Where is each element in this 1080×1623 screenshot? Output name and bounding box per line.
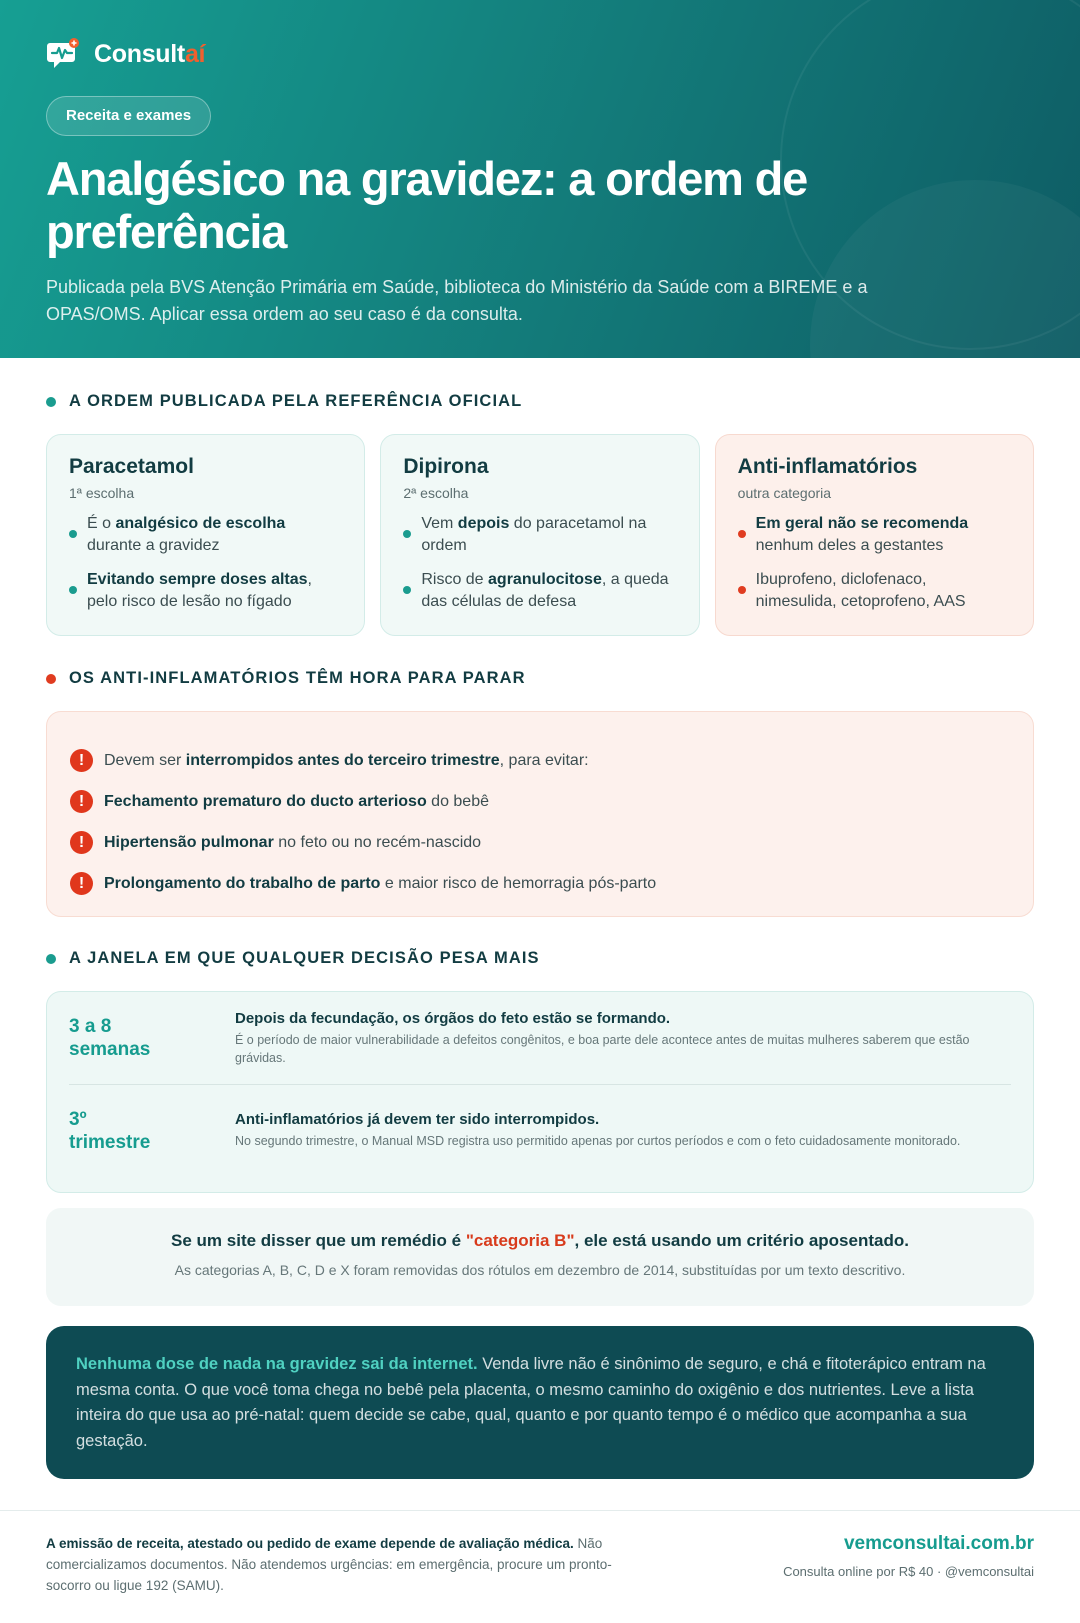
- timeline-label: [69, 1015, 235, 1061]
- alert-item: [70, 822, 1010, 863]
- chat-heart-logo-icon: [46, 37, 80, 71]
- callout-box: [46, 1326, 1034, 1479]
- card-bullet: [69, 513, 342, 557]
- alert-strong: Hipertensão pulmonar: [104, 833, 274, 851]
- section-dot-icon: [46, 954, 56, 964]
- brand-name: [94, 40, 205, 69]
- card-rank: outra categoria: [737, 485, 832, 501]
- card-bullet: [738, 513, 1011, 557]
- timeline-row: [69, 1084, 1011, 1176]
- alert-strong: Prolongamento do trabalho de parto: [104, 874, 381, 892]
- bullet-strong: Em geral não se recomenda: [755, 515, 969, 532]
- alert-item: [70, 781, 1010, 822]
- section-dot-icon: [46, 397, 56, 407]
- site-link[interactable]: vemconsultai.com.br: [843, 1533, 1034, 1554]
- alert-text: , para evitar:: [499, 751, 589, 769]
- card-title: Anti-inflamatórios: [737, 455, 918, 478]
- footer-contact: [783, 1533, 1034, 1579]
- card-dipirona: [380, 434, 699, 636]
- disclaimer-strong: A emissão de receita, atestado ou pedido de exame depende de avaliação médica.: [46, 1536, 574, 1551]
- exclamation-circle-icon: !: [70, 831, 93, 854]
- footer-tagline: Consulta online por R$ 40 · @vemconsultai: [783, 1564, 1034, 1579]
- timeline-label-line: trimestre: [69, 1131, 151, 1153]
- note-heading: [46, 1231, 1034, 1251]
- footer-divider: [0, 1510, 1080, 1511]
- section-title-text: A JANELA EM QUE QUALQUER DECISÃO PESA MAIS: [69, 949, 540, 967]
- card-title: Dipirona: [403, 455, 489, 478]
- timeline-detail: É o período de maior vulnerabilidade a defeitos congênitos, e boa parte dele acontece antes de muitas mulheres saberem que estão grávidas.: [235, 1032, 970, 1065]
- card-bullet: [403, 569, 676, 613]
- section-title-window: [46, 949, 540, 968]
- bullet-dot-icon: [738, 530, 746, 538]
- medication-cards: [46, 434, 1034, 636]
- bullet-strong: Evitando sempre doses altas: [87, 571, 308, 588]
- timeline-detail: No segundo trimestre, o Manual MSD registra uso permitido apenas por curtos períodos e com o feto cuidadosamente monitorado.: [235, 1134, 961, 1148]
- bullet-text: Vem: [421, 515, 458, 532]
- alert-item: [70, 740, 1010, 781]
- timeline-label-line: 3 a 8: [69, 1016, 112, 1037]
- alert-text: no feto ou no recém-nascido: [273, 833, 482, 851]
- note-text: Se um site disser que um remédio é: [171, 1231, 466, 1250]
- note-detail: As categorias A, B, C, D e X foram removidas dos rótulos em dezembro de 2014, substituídas por um texto descritivo.: [174, 1262, 906, 1278]
- section-title-order: [46, 392, 522, 411]
- alert-strong: Fechamento prematuro do ducto arterioso: [104, 792, 427, 810]
- category-note: [46, 1208, 1034, 1306]
- bullet-dot-icon: [403, 586, 411, 594]
- timeline-label-line: semanas: [69, 1039, 151, 1060]
- section-title-text: OS ANTI-INFLAMATÓRIOS TÊM HORA PARA PARAR: [69, 669, 526, 687]
- alert-text: do bebê: [426, 792, 489, 810]
- bullet-strong: agranulocitose: [488, 571, 602, 588]
- brand-logo[interactable]: [46, 36, 205, 72]
- section-title-stop: [46, 669, 526, 688]
- bullet-text: , a queda das células de defesa: [421, 571, 669, 610]
- bullet-text: do paracetamol na ordem: [421, 515, 647, 554]
- alert-strong: interrompidos antes do terceiro trimestre: [185, 751, 500, 769]
- bullet-text: nenhum deles a gestantes: [755, 537, 944, 554]
- bullet-dot-icon: [403, 530, 411, 538]
- alert-text: Devem ser: [104, 751, 186, 769]
- footer-disclaimer: [46, 1533, 626, 1596]
- note-highlight: "categoria B": [465, 1231, 575, 1250]
- bullet-text: Risco de: [421, 571, 489, 588]
- alert-item: [70, 863, 1010, 904]
- exclamation-circle-icon: !: [70, 790, 93, 813]
- section-title-text: A ORDEM PUBLICADA PELA REFERÊNCIA OFICIAL: [69, 392, 523, 410]
- bullet-text: É o: [87, 515, 116, 532]
- card-rank: 2ª escolha: [403, 485, 469, 501]
- alert-box: [46, 711, 1034, 917]
- card-anti-inflamatorios: [715, 434, 1034, 636]
- bullet-text: , pelo risco de lesão no fígado: [87, 571, 312, 610]
- bullet-strong: depois: [457, 515, 510, 532]
- bullet-dot-icon: [738, 586, 746, 594]
- exclamation-circle-icon: !: [70, 872, 93, 895]
- card-bullet: [69, 569, 342, 613]
- timeline-heading: Depois da fecundação, os órgãos do feto estão se formando.: [235, 1009, 671, 1027]
- timeline-label: [69, 1108, 235, 1154]
- brand-name-accent: aí: [184, 39, 206, 68]
- timeline-label-line: 3º: [69, 1108, 87, 1130]
- bullet-dot-icon: [69, 586, 77, 594]
- exclamation-circle-icon: !: [70, 749, 93, 772]
- bullet-text: durante a gravidez: [87, 537, 220, 554]
- hero-header: [0, 0, 1080, 358]
- note-text: , ele está usando um critério aposentado.: [574, 1231, 909, 1250]
- card-paracetamol: [46, 434, 365, 636]
- bullet-strong: analgésico de escolha: [115, 515, 286, 532]
- card-bullet: [403, 513, 676, 557]
- alert-text: e maior risco de hemorragia pós-parto: [380, 874, 657, 892]
- page-subtitle: Publicada pela BVS Atenção Primária em Saúde, biblioteca do Ministério da Saúde com a BIREME e a OPAS/OMS. Aplicar essa ordem ao seu caso é da consulta.: [46, 277, 868, 324]
- timeline-box: [46, 991, 1034, 1193]
- section-dot-icon: [46, 674, 56, 684]
- timeline-row: [69, 992, 1011, 1084]
- callout-highlight: Nenhuma dose de nada na gravidez sai da internet.: [76, 1355, 478, 1373]
- brand-name-main: Consult: [94, 39, 185, 68]
- card-title: Paracetamol: [69, 455, 194, 478]
- bullet-text: Ibuprofeno, diclofenaco, nimesulida, cetoprofeno, AAS: [755, 571, 966, 610]
- page-title: Analgésico na gravidez: a ordem de preferência: [46, 152, 808, 258]
- category-pill[interactable]: Receita e exames: [46, 96, 211, 136]
- timeline-heading: Anti-inflamatórios já devem ter sido interrompidos.: [235, 1111, 600, 1128]
- callout-body: Venda livre não é sinônimo de seguro, e chá e fitoterápico entram na mesma conta. O que você toma chega no bebê pela placenta, o mesmo caminho do oxigênio e dos nutrientes. Leve a lista inteira do que usa ao pré-natal: quem decide se cabe, qual, quanto e por quanto tempo é o médico que acompanha a sua gestação.: [76, 1355, 986, 1450]
- card-bullet: [738, 569, 1011, 613]
- bullet-dot-icon: [69, 530, 77, 538]
- card-rank: 1ª escolha: [69, 485, 135, 501]
- disclaimer-text: Não comercializamos documentos. Não atendemos urgências: em emergência, procure um pronto-socorro ou ligue 192 (SAMU).: [46, 1536, 612, 1593]
